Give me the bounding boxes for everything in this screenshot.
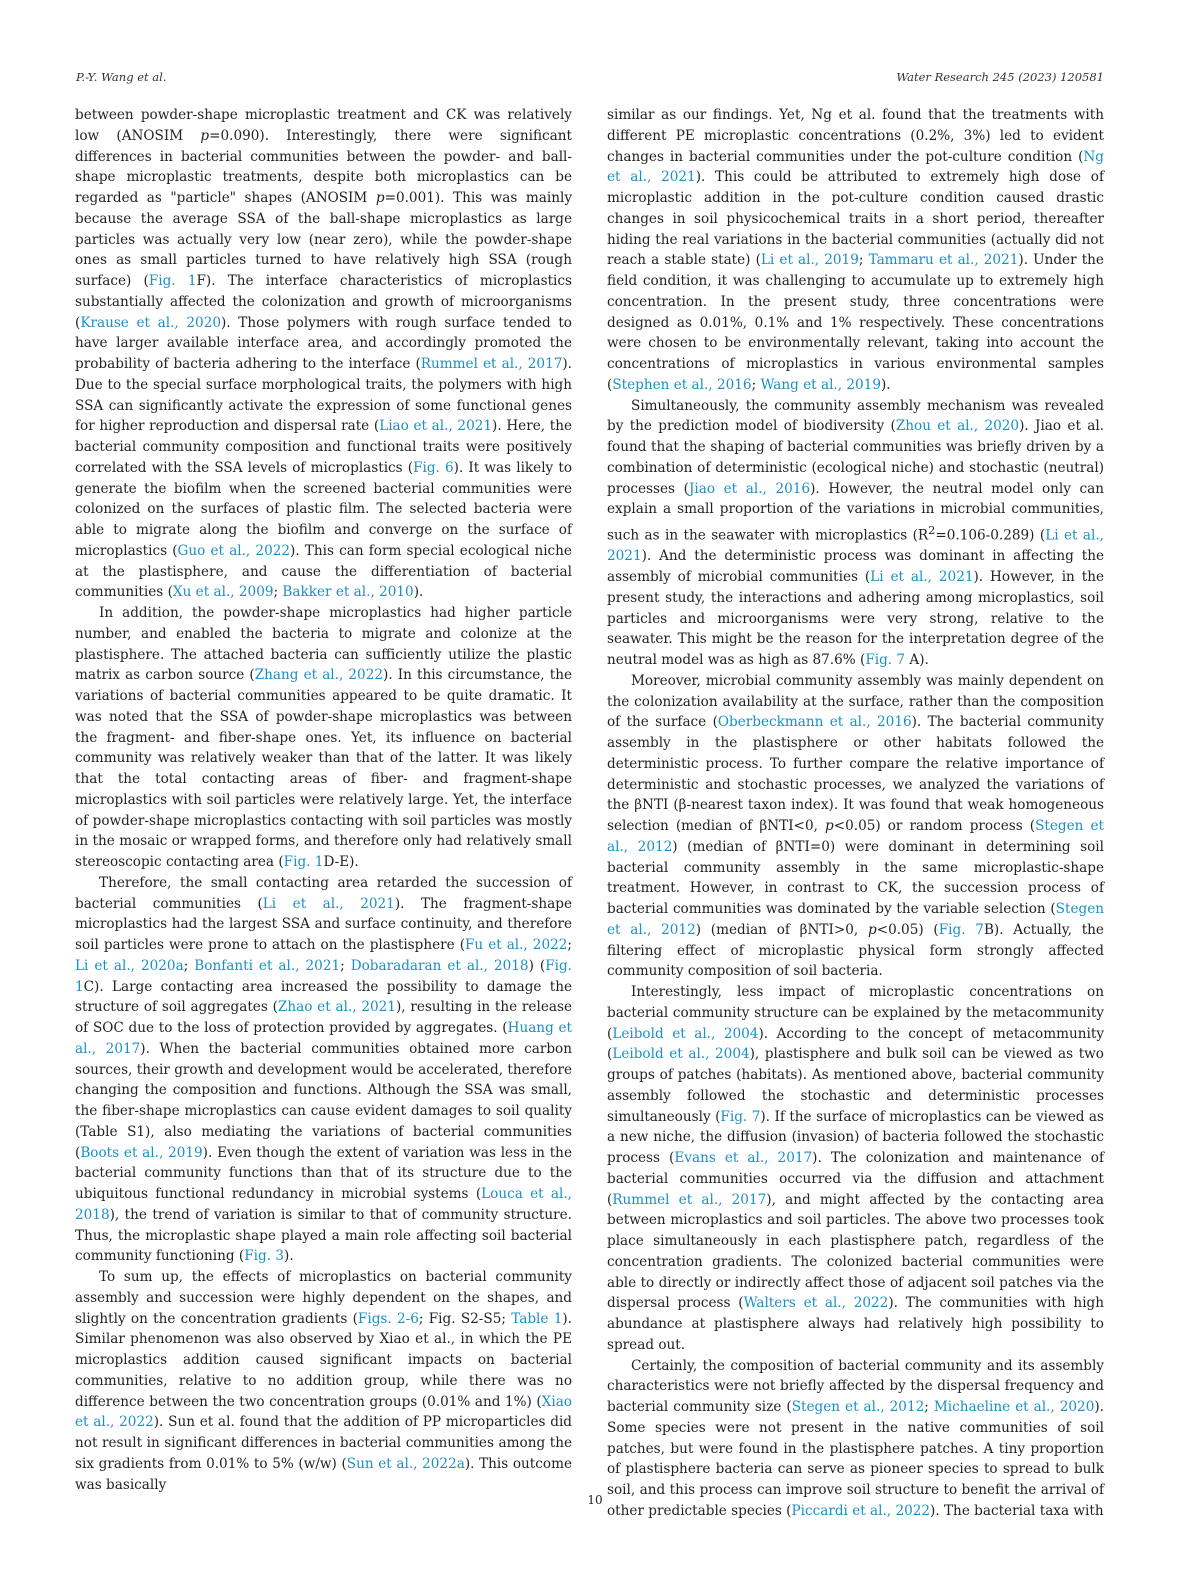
- citation-link[interactable]: Li et al., 2021: [870, 569, 974, 586]
- running-head: [76, 70, 1104, 88]
- text-run: ) (median of βNTI>0,: [695, 921, 868, 938]
- text-run: Certainly, the composition of bacterial community and its assembly characteristics were not briefly affected by the dispersal frequency and bacterial community size (: [607, 1357, 1104, 1416]
- text-run: ), the trend of variation is similar to that of community structure. Thus, the microplastic shape played a main role affecting soil bacterial community functioning (: [75, 1206, 572, 1265]
- italic-symbol: p: [867, 921, 877, 938]
- text-run: ). However, in the present study, the interactions and adhering among microplastics, soil particles and microorganisms were very strong, relative to the seawater. This might be the reason for the interpretation degree of the neutral model was as high as 87.6% (: [607, 569, 1104, 669]
- text-run: ).: [284, 1248, 294, 1265]
- citation-link[interactable]: Xu et al., 2009: [172, 584, 274, 601]
- citation-link[interactable]: Fig. 1: [283, 854, 324, 870]
- citation-link[interactable]: Huang et al., 2017: [75, 1020, 572, 1057]
- text-run: ). And the deterministic process was dominant in affecting the assembly of microbial communities (: [607, 548, 1104, 586]
- citation-link[interactable]: Li et al., 2021: [262, 895, 395, 912]
- text-run: ). This outcome was basically: [75, 1455, 573, 1493]
- citation-link[interactable]: Zhao et al., 2021: [277, 999, 396, 1016]
- citation-link[interactable]: Li et al., 2020a: [75, 957, 184, 974]
- citation-link[interactable]: Stegen et al., 2012: [607, 818, 1104, 855]
- citation-link[interactable]: Figs. 2-6: [357, 1310, 419, 1327]
- text-run: =0.090). Interestingly, there were significant differences in bacterial communities between the powder- and ball-shape microplastic treatments, despite both microplastics can be regarded as "particle" shapes (ANOSIM: [75, 127, 572, 206]
- text-run: ), plastisphere and bulk soil can be viewed as two groups of patches (habitats). As mentioned above, bacterial community assembly followed the stochastic and deterministic processes simultaneously (: [607, 1046, 1104, 1125]
- text-run: ). When the bacterial communities obtained more carbon sources, their growth and development would be accelerated, therefore changing the composition and functions. Although the SSA was small, the fiber-shape microplastics can cause evident damages to soil quality (Table S1), also mediating the variations of bacterial communities (: [75, 1040, 573, 1161]
- text-run: ) (median of βNTI=0) were dominant in determining soil bacterial community assembly in the same microplastic-shape treatment. However, in contrast to CK, the succession process of bacterial communities was dominated by the variable selection (: [607, 838, 1104, 918]
- citation-link[interactable]: Evans et al., 2017: [674, 1150, 813, 1167]
- citation-link[interactable]: Rummel et al., 2017: [420, 356, 563, 372]
- text-run: ). The communities with high abundance at plastisphere always had relatively high possibility to spread out.: [607, 1295, 1104, 1353]
- running-head-journal: Water Research 245 (2023) 120581: [896, 70, 1104, 84]
- text-run: ;: [567, 937, 572, 953]
- text-run: ). Similar phenomenon was also observed by Xiao et al., in which the PE microplastics addition caused significant impacts on bacterial communities, relative to no addition group, while there was no difference between the two concentration groups (0.01% and 1%) (: [75, 1310, 572, 1410]
- text-run: Therefore, the small contacting area retarded the succession of bacterial communities (: [75, 874, 572, 912]
- text-run: ;: [340, 957, 351, 974]
- citation-link[interactable]: Dobaradaran et al., 2018: [350, 957, 529, 974]
- text-run: ). Some species were not present in the native communities of soil patches, but were found in the plastisphere patches. A tiny proportion of plastisphere bacteria can serve as pioneer species to spread to bulk soil, and this process can improve soil structure to benefit the arrival of other predictable species (: [607, 1399, 1104, 1519]
- body-paragraph: [607, 396, 1104, 671]
- text-run: =0.001). This was mainly because the average SSA of the ball-shape microplastics as large particles was actually very low (near zero), while the powder-shape ones as small particles turned to have relatively high SSA (rough surface) (: [75, 190, 572, 289]
- text-run: ), resulting in the release of SOC due to the loss of protection provided by aggregates. (: [75, 999, 572, 1036]
- citation-link[interactable]: Zhou et al., 2020: [895, 418, 1020, 435]
- text-run: ). If the surface of microplastics can be viewed as a new niche, the diffusion (invasion) of bacteria followed the stochastic process (: [607, 1108, 1104, 1167]
- text-run: ;: [751, 376, 761, 393]
- text-run: ;: [183, 957, 195, 974]
- text-run: similar as our findings. Yet, Ng et al. found that the treatments with different PE microplastic concentrations (0.2%, 3%) led to evident changes in bacterial communities under the pot-culture condition (: [607, 107, 1104, 165]
- text-run: ). Due to the special surface morphological traits, the polymers with high SSA can significantly activate the expression of some functional genes for higher reproduction and dispersal rate (: [75, 356, 572, 435]
- text-run: A).: [905, 652, 929, 669]
- citation-link[interactable]: Table 1: [511, 1310, 563, 1327]
- citation-link[interactable]: Louca et al., 2018: [75, 1186, 573, 1223]
- text-run: ). Jiao et al. found that the shaping of bacterial communities was briefly driven by a combination of deterministic (ecological niche) and stochastic (neutral) processes (: [607, 418, 1104, 497]
- citation-link[interactable]: Bonfanti et al., 2021: [194, 957, 341, 974]
- citation-link[interactable]: Boots et al., 2019: [80, 1144, 203, 1161]
- citation-link[interactable]: Zhang et al., 2022: [254, 667, 384, 684]
- italic-symbol: p: [375, 190, 385, 206]
- text-run: ). This can form special ecological niche at the plastisphere, and cause the differentiation of bacterial communities (: [75, 542, 572, 601]
- text-run: ). The colonization and maintenance of bacterial communities occurred via the diffusion and attachment (: [607, 1150, 1104, 1208]
- citation-link[interactable]: Leibold et al., 2004: [612, 1046, 750, 1063]
- citation-link[interactable]: Stephen et al., 2016: [612, 376, 752, 393]
- text-run: ).: [880, 376, 891, 393]
- body-paragraph: [75, 603, 572, 873]
- text-run: ). Here, the bacterial community composition and functional traits were positively correlated with the SSA levels of microplastics (: [75, 418, 572, 476]
- citation-link[interactable]: Fig. 7: [938, 921, 984, 938]
- text-run: ). The bacterial community assembly in the plastisphere or other habitats followed the deterministic process. To further compare the relative importance of deterministic and stochastic processes, we analyzed the variations of the βNTI (β-nearest taxon index). It was found that weak homogeneous selection (median of βNTI<0,: [607, 714, 1104, 835]
- text-run: ). According to the concept of metacommunity (: [607, 1025, 1104, 1063]
- text-run: ), and might affected by the contacting area between microplastics and soil particles. The above two processes took place simultaneously in each plastisphere patch, regardless of the concentration gradients. The colonized bacterial communities were able to directly or indirectly affect those of adjacent soil patches via the dispersal process (: [607, 1191, 1104, 1312]
- text-run: ;: [924, 1399, 934, 1416]
- citation-link[interactable]: Stegen et al., 2012: [607, 901, 1104, 938]
- citation-link[interactable]: Li et al., 2021: [607, 527, 1104, 565]
- citation-link[interactable]: Walters et al., 2022: [743, 1295, 889, 1312]
- body-paragraph: [607, 105, 1104, 396]
- citation-link[interactable]: Ng et al., 2021: [607, 148, 1104, 186]
- text-run: ;: [858, 252, 869, 269]
- text-run: ) (: [528, 957, 546, 974]
- citation-link[interactable]: Michaeline et al., 2020: [933, 1399, 1095, 1416]
- text-run: Moreover, microbial community assembly was mainly dependent on the colonization availability at the surface, rather than the composition of the surface (: [607, 672, 1104, 731]
- citation-link[interactable]: Piccardi et al., 2022: [791, 1502, 931, 1519]
- text-run: <0.05) (: [876, 921, 939, 938]
- citation-link[interactable]: Leibold et al., 2004: [612, 1025, 759, 1042]
- citation-link[interactable]: Rummel et al., 2017: [612, 1191, 767, 1208]
- left-column: [75, 105, 573, 1493]
- text-run: ).: [413, 584, 424, 601]
- citation-link[interactable]: Tammaru et al., 2021: [868, 252, 1019, 269]
- citation-link[interactable]: Fu et al., 2022: [465, 937, 568, 953]
- citation-link[interactable]: Sun et al., 2022a: [346, 1455, 465, 1472]
- italic-symbol: p: [825, 818, 834, 835]
- citation-link[interactable]: Li et al., 2019: [760, 252, 859, 269]
- citation-link[interactable]: Bakker et al., 2010: [282, 584, 414, 601]
- text-run: In addition, the powder-shape microplastics had higher particle number, and enabled the bacteria to migrate and colonize at the plastisphere. The attached bacteria can sufficiently utilize the plastic matrix as carbon source (: [75, 605, 572, 684]
- right-column: [607, 105, 1105, 1519]
- text-run: between powder-shape microplastic treatment and CK was relatively low (ANOSIM: [75, 107, 572, 144]
- text-run: F). The interface characteristics of microplastics substantially affected the colonization and growth of microorganisms (: [75, 273, 572, 331]
- citation-link[interactable]: Krause et al., 2020: [80, 314, 221, 331]
- citation-link[interactable]: Xiao et al., 2022: [75, 1393, 572, 1431]
- citation-link[interactable]: Fig. 7: [720, 1108, 761, 1125]
- citation-link[interactable]: Fig. 6: [413, 459, 454, 476]
- text-run: ). Those polymers with rough surface tended to have larger available interface area, and accordingly promoted the probability of bacteria adhering to the interface (: [75, 314, 572, 372]
- text-run: ). In this circumstance, the variations of bacterial communities appeared to be quite dramatic. It was noted that the SSA of powder-shape microplastics was between the fragment- and fiber-shape ones. Yet, its influence on bacterial community was relatively weaker than that of the latter. It was likely that the total contacting areas of fiber- and fragment-shape microplastics with soil particles were relatively large. Yet, the interface of powder-shape microplastics contacting with soil particles was mostly in the mosaic or wrapped forms, and therefore only had relatively small stereoscopic contacting area (: [75, 667, 572, 870]
- body-paragraph: [75, 105, 572, 603]
- text-run: ). Under the field condition, it was challenging to accumulate up to extremely high concentration. In the present study, three concentrations were designed as 0.01%, 0.1% and 1% respectively. These concentrations were chosen to be environmentally relevant, taking into account the concentrations of microplastics in various environmental samples (: [607, 252, 1104, 393]
- text-run: ). It was likely to generate the biofilm when the screened bacterial communities were colonized on the surfaces of plastic film. The selected bacteria were able to migrate along the biofilm and converge on the surface of microplastics (: [75, 459, 573, 559]
- body-paragraph: [75, 873, 572, 1267]
- citation-link[interactable]: Fig. 3: [244, 1248, 285, 1265]
- text-run: Interestingly, less impact of microplastic concentrations on bacterial community structure can be explained by the metacommunity (: [607, 984, 1104, 1042]
- text-run: ). However, the neutral model only can explain a small proportion of the variations in microbial communities, such as in the seawater with microplastics (R: [607, 480, 1104, 544]
- citation-link[interactable]: Guo et al., 2022: [177, 542, 291, 559]
- text-run: ). Even though the extent of variation was less in the bacterial community functions than that of its structure due to the ubiquitous functional redundancy in microbial systems (: [75, 1144, 572, 1202]
- text-run: ). The bacterial taxa with: [930, 1502, 1104, 1519]
- citation-link[interactable]: Fig. 1: [148, 273, 197, 289]
- text-run: ). Sun et al. found that the addition of PP microparticles did not result in significant differences in bacterial communities among the six gradients from 0.01% to 5% (w/w) (: [75, 1414, 572, 1472]
- text-run: To sum up, the effects of microplastics on bacterial community assembly and succession were highly dependent on the shapes, and slightly on the concentration gradients (: [75, 1269, 572, 1327]
- italic-symbol: p: [200, 127, 210, 144]
- superscript: 2: [928, 523, 936, 537]
- text-run: =0.106-0.289) (: [935, 527, 1046, 544]
- text-run: D-E).: [323, 854, 359, 870]
- text-run: ). The fragment-shape microplastics had the largest SSA and surface continuity, and therefore soil particles were prone to attach on the plastisphere (: [75, 895, 572, 953]
- body-paragraph: [75, 1267, 572, 1495]
- citation-link[interactable]: Fig. 7: [865, 652, 906, 669]
- citation-link[interactable]: Oberbeckmann et al., 2016: [717, 714, 912, 731]
- citation-link[interactable]: Fig. 1: [75, 957, 572, 995]
- text-run: ). This could be attributed to extremely high dose of microplastic addition in the pot-culture condition caused drastic changes in soil physicochemical traits in a short period, thereafter hiding the real variations in the bacterial communities (actually did not reach a stable state) (: [607, 169, 1105, 269]
- text-run: Simultaneously, the community assembly mechanism was revealed by the prediction model of biodiversity (: [607, 397, 1104, 435]
- citation-link[interactable]: Jiao et al., 2016: [688, 480, 811, 497]
- text-run: ;: [273, 584, 283, 601]
- citation-link[interactable]: Liao et al., 2021: [379, 418, 493, 435]
- text-run: ; Fig. S2-S5;: [418, 1310, 512, 1327]
- text-run: B). Actually, the filtering effect of microplastic physical form strongly affected community composition of soil bacteria.: [607, 921, 1104, 980]
- running-head-authors: P.-Y. Wang et al.: [76, 70, 167, 84]
- body-paragraph: [607, 982, 1104, 1356]
- citation-link[interactable]: Wang et al., 2019: [760, 376, 881, 393]
- text-run: C). Large contacting area increased the possibility to damage the structure of soil aggregates (: [75, 978, 572, 1016]
- text-run: <0.05) or random process (: [833, 818, 1036, 835]
- page-number: 10: [587, 1493, 603, 1507]
- body-paragraph: [607, 671, 1104, 982]
- citation-link[interactable]: Stegen et al., 2012: [791, 1399, 925, 1416]
